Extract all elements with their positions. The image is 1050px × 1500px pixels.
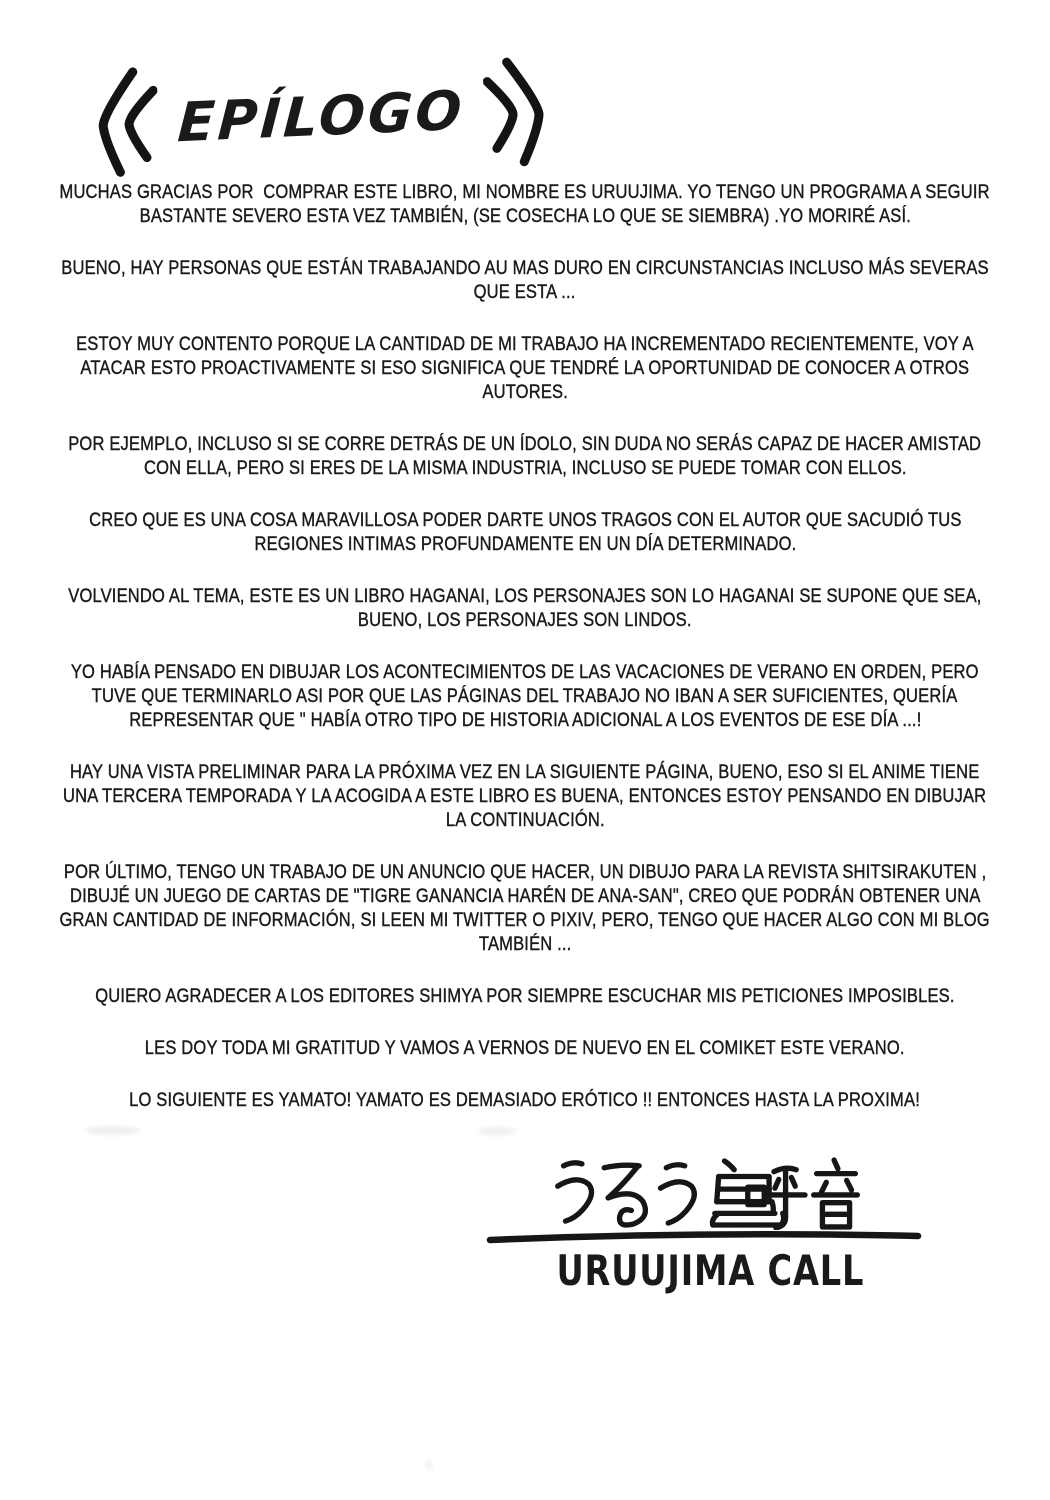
paragraph-line-text: QUIERO AGRADECER A LOS EDITORES SHIMYA POR SIEMPRE ESCUCHAR MIS PETICIONES IMPOSIBLES. — [95, 986, 955, 1007]
paragraph-line — [35, 1089, 1015, 1113]
paragraph-line-text: TAMBIÉN ... — [478, 934, 572, 955]
epilogue-paragraph — [35, 585, 1015, 633]
epilogue-paragraph — [35, 761, 1015, 833]
epilogue-paragraph — [35, 257, 1015, 305]
paragraph-line — [35, 909, 1015, 933]
paragraph-line — [35, 609, 1015, 633]
open-bracket-icon — [85, 66, 160, 178]
epilogue-title — [85, 56, 558, 178]
page-title: EPÍLOGO — [175, 78, 467, 155]
paragraph-line-text: LO SIGUIENTE ES YAMATO! YAMATO ES DEMASIADO ERÓTICO !! ENTONCES HASTA LA PROXIMA! — [129, 1090, 921, 1111]
paragraph-line — [35, 585, 1015, 609]
epilogue-paragraph — [35, 1089, 1015, 1113]
paragraph-line-text: TUVE QUE TERMINARLO ASI POR QUE LAS PÁGINAS DEL TRABAJO NO IBAN A SER SUFICIENTES, QUERÍA — [92, 686, 958, 707]
paragraph-line-text: BUENO, LOS PERSONAJES SON LINDOS. — [358, 610, 692, 631]
paragraph-line — [35, 257, 1015, 281]
paragraph-line — [35, 809, 1015, 833]
paragraph-line — [35, 381, 1015, 405]
signature-romaji — [500, 1248, 920, 1294]
paragraph-line-text: UNA TERCERA TEMPORADA Y LA ACOGIDA A ESTE LIBRO ES BUENA, ENTONCES ESTOY PENSANDO EN DIBUJAR — [63, 786, 987, 807]
paragraph-line-text: BUENO, HAY PERSONAS QUE ESTÁN TRABAJANDO AU MAS DURO EN CIRCUNSTANCIAS INCLUSO MÁS SEVERAS — [61, 258, 989, 279]
paragraph-line-text: MUCHAS GRACIAS POR COMPRAR ESTE LIBRO, MI NOMBRE ES URUUJIMA. YO TENGO UN PROGRAMA A SEGUIR — [59, 182, 991, 203]
epilogue-paragraph — [35, 433, 1015, 481]
paragraph-line — [35, 709, 1015, 733]
epilogue-paragraph — [35, 333, 1015, 405]
paragraph-line — [35, 205, 1015, 229]
paragraph-line — [35, 1037, 1015, 1061]
scan-smudge — [85, 1126, 140, 1135]
paragraph-line — [35, 181, 1015, 205]
paragraph-line-text: GRAN CANTIDAD DE INFORMACIÓN, SI LEEN MI TWITTER O PIXIV, PERO, TENGO QUE HACER ALGO CON MI BLOG — [59, 910, 991, 931]
paragraph-line — [35, 281, 1015, 305]
paragraph-line — [35, 761, 1015, 785]
paragraph-line — [35, 533, 1015, 557]
paragraph-line-text: POR ÚLTIMO, TENGO UN TRABAJO DE UN ANUNCIO QUE HACER, UN DIBUJO PARA LA REVISTA SHITSIRAKUTEN , — [63, 862, 987, 883]
paragraph-line-text: YO HABÍA PENSADO EN DIBUJAR LOS ACONTECIMIENTOS DE LAS VACACIONES DE VERANO EN ORDEN, PERO — [71, 662, 979, 683]
paragraph-line-text: ESTOY MUY CONTENTO PORQUE LA CANTIDAD DE MI TRABAJO HA INCREMENTADO RECIENTEMENTE, VOY A — [76, 334, 974, 355]
paragraph-line-text: BASTANTE SEVERO ESTA VEZ TAMBIÉN, (SE COSECHA LO QUE SE SIEMBRA) .YO MORIRÉ ASÍ. — [139, 206, 911, 227]
paragraph-line — [35, 357, 1015, 381]
epilogue-paragraph — [35, 1037, 1015, 1061]
paragraph-line-text: QUE ESTA ... — [474, 282, 576, 303]
signature-romaji-text: URUUJIMA CALL — [556, 1246, 864, 1295]
paragraph-line-text: CON ELLA, PERO SI ERES DE LA MISMA INDUSTRIA, INCLUSO SE PUEDE TOMAR CON ELLOS. — [143, 458, 907, 479]
scan-smudge — [426, 1460, 432, 1470]
paragraph-line — [35, 685, 1015, 709]
paragraph-line-text: CREO QUE ES UNA COSA MARAVILLOSA PODER DARTE UNOS TRAGOS CON EL AUTOR QUE SACUDIÓ TUS — [88, 510, 962, 531]
paragraph-line-text: ATACAR ESTO PROACTIVAMENTE SI ESO SIGNIFICA QUE TENDRÉ LA OPORTUNIDAD DE CONOCER A OTROS — [80, 358, 970, 379]
epilogue-paragraph — [35, 661, 1015, 733]
scan-smudge — [478, 1127, 516, 1135]
epilogue-paragraph — [35, 985, 1015, 1009]
epilogue-paragraph — [35, 181, 1015, 229]
close-bracket-icon — [483, 56, 558, 168]
paragraph-line — [35, 661, 1015, 685]
paragraph-line-text: REPRESENTAR QUE " HABÍA OTRO TIPO DE HISTORIA ADICIONAL A LOS EVENTOS DE ESE DÍA ...! — [128, 710, 922, 731]
paragraph-line — [35, 785, 1015, 809]
signature-kanji-drawing — [548, 1156, 868, 1235]
epilogue-paragraph — [35, 861, 1015, 957]
paragraph-line — [35, 933, 1015, 957]
paragraph-line-text: LES DOY TODA MI GRATITUD Y VAMOS A VERNOS DE NUEVO EN EL COMIKET ESTE VERANO. — [145, 1038, 905, 1059]
paragraph-line-text: HAY UNA VISTA PRELIMINAR PARA LA PRÓXIMA VEZ EN LA SIGUIENTE PÁGINA, BUENO, ESO SI EL ANIME TIENE — [70, 762, 980, 783]
paragraph-line-text: LA CONTINUACIÓN. — [445, 810, 605, 831]
paragraph-line — [35, 333, 1015, 357]
epilogue-body — [35, 181, 1015, 1141]
paragraph-line — [35, 457, 1015, 481]
paragraph-line — [35, 509, 1015, 533]
paragraph-line — [35, 433, 1015, 457]
paragraph-line-text: POR EJEMPLO, INCLUSO SI SE CORRE DETRÁS DE UN ÍDOLO, SIN DUDA NO SERÁS CAPAZ DE HACER AMISTAD — [68, 434, 982, 455]
paragraph-line-text: AUTORES. — [482, 382, 568, 403]
paragraph-line-text: DIBUJÉ UN JUEGO DE CARTAS DE "TIGRE GANANCIA HARÉN DE ANA-SAN", CREO QUE PODRÁN OBTENER UNA — [69, 886, 981, 907]
paragraph-line — [35, 885, 1015, 909]
epilogue-paragraph — [35, 509, 1015, 557]
paragraph-line-text: VOLVIENDO AL TEMA, ESTE ES UN LIBRO HAGANAI, LOS PERSONAJES SON LO HAGANAI SE SUPONE QUE SEA, — [68, 586, 982, 607]
paragraph-line — [35, 985, 1015, 1009]
paragraph-line — [35, 861, 1015, 885]
paragraph-line-text: REGIONES INTIMAS PROFUNDAMENTE EN UN DÍA DETERMINADO. — [254, 534, 796, 555]
